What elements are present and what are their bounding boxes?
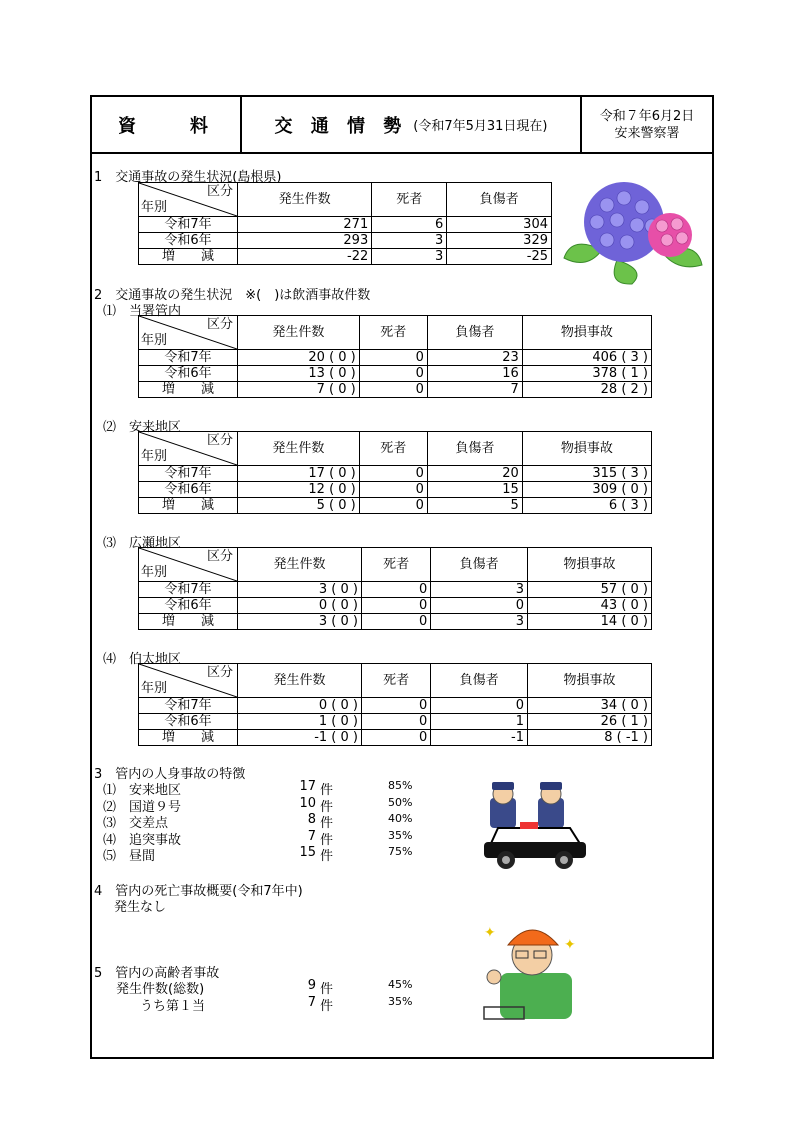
table-cell: 28 ( 2 ) bbox=[522, 382, 651, 398]
table-cell: 309 ( 0 ) bbox=[522, 482, 651, 498]
table-cell: 293 bbox=[238, 233, 372, 249]
hydrangea-illustration bbox=[562, 180, 704, 286]
item-percent: 35% bbox=[388, 994, 413, 1008]
fatal-accident-summary: 発生なし bbox=[114, 900, 167, 915]
corner-label-year: 年別 bbox=[141, 449, 168, 464]
column-header: 負傷者 bbox=[431, 548, 528, 582]
hakuta-accident-table bbox=[138, 663, 652, 746]
column-header: 負傷者 bbox=[427, 432, 522, 466]
table-cell: 12 ( 0 ) bbox=[238, 482, 360, 498]
item-label: ⑷ 追突事故 bbox=[103, 832, 182, 848]
item-percent: 75% bbox=[388, 845, 413, 858]
item-label: ⑶ 交差点 bbox=[103, 816, 169, 831]
header-row bbox=[92, 97, 712, 154]
corner-label-year: 年別 bbox=[141, 565, 168, 580]
section1-title: 1 交通事故の発生状況(島根県) bbox=[94, 170, 282, 185]
table-cell: 304 bbox=[447, 217, 552, 233]
corner-header-cell bbox=[139, 183, 238, 217]
item-unit: 件 bbox=[320, 982, 334, 997]
table-cell: -1 ( 0 ) bbox=[238, 730, 362, 746]
column-header: 負傷者 bbox=[447, 183, 552, 217]
table-cell: 57 ( 0 ) bbox=[528, 582, 652, 598]
table-cell: 1 bbox=[431, 714, 528, 730]
column-header: 死者 bbox=[361, 664, 430, 698]
table-cell: 3 ( 0 ) bbox=[238, 582, 362, 598]
subsection-title: ⑴ 当署管内 bbox=[103, 304, 182, 319]
table-row bbox=[139, 482, 652, 498]
table-cell: -1 bbox=[431, 730, 528, 746]
column-header: 発生件数 bbox=[238, 316, 360, 350]
item-label: ⑵ 国道９号 bbox=[103, 799, 182, 815]
row-label: 令和7年 bbox=[139, 582, 238, 598]
item-percent: 50% bbox=[388, 795, 413, 809]
table-cell: 34 ( 0 ) bbox=[528, 698, 652, 714]
item-count: 15 bbox=[299, 845, 316, 860]
row-label: 増 減 bbox=[139, 498, 238, 514]
item-count: 17 bbox=[299, 779, 316, 794]
row-label: 令和6年 bbox=[139, 233, 238, 249]
table-cell: 23 bbox=[427, 350, 522, 366]
subsection-title: ⑷ 伯太地区 bbox=[103, 652, 182, 667]
table-cell: -25 bbox=[447, 249, 552, 265]
subsection-title: ⑶ 広瀬地区 bbox=[103, 536, 182, 551]
item-count: 8 bbox=[307, 812, 316, 827]
item-unit: 件 bbox=[320, 816, 334, 831]
table-row bbox=[139, 350, 652, 366]
corner-label-category: 区分 bbox=[206, 184, 233, 199]
item-percent: 45% bbox=[388, 978, 413, 991]
row-label: 令和7年 bbox=[139, 350, 238, 366]
table-cell: 0 bbox=[361, 714, 430, 730]
table-row bbox=[139, 249, 552, 265]
item-unit: 件 bbox=[320, 799, 334, 815]
table-cell: 378 ( 1 ) bbox=[522, 366, 651, 382]
row-label: 増 減 bbox=[139, 730, 238, 746]
corner-label-category: 区分 bbox=[206, 317, 233, 332]
item-label: 発生件数(総数) bbox=[116, 982, 205, 997]
table-cell: 0 bbox=[361, 614, 430, 630]
item-count: 7 bbox=[307, 994, 316, 1010]
issue-date: 令和７年6月2日 bbox=[599, 108, 695, 124]
subsection-title: ⑵ 安来地区 bbox=[103, 420, 182, 435]
corner-header-cell bbox=[139, 664, 238, 698]
item-unit: 件 bbox=[320, 832, 334, 848]
table-cell: 0 bbox=[359, 366, 427, 382]
section3-title: 3 管内の人身事故の特徴 bbox=[94, 767, 246, 782]
table-cell: 0 ( 0 ) bbox=[238, 698, 362, 714]
column-header: 物損事故 bbox=[528, 548, 652, 582]
column-header: 発生件数 bbox=[238, 432, 360, 466]
section4-title: 4 管内の死亡事故概要(令和7年中) bbox=[94, 884, 303, 899]
column-header: 発生件数 bbox=[238, 548, 362, 582]
table-row bbox=[139, 382, 652, 398]
table-cell: 0 bbox=[359, 498, 427, 514]
item-percent: 85% bbox=[388, 779, 413, 792]
table-cell: 8 ( -1 ) bbox=[528, 730, 652, 746]
item-percent: 35% bbox=[388, 828, 413, 842]
table-row bbox=[139, 233, 552, 249]
table-cell: 14 ( 0 ) bbox=[528, 614, 652, 630]
item-label: うち第１当 bbox=[140, 998, 206, 1014]
row-label: 令和6年 bbox=[139, 598, 238, 614]
column-header: 死者 bbox=[372, 183, 447, 217]
table-cell: 0 bbox=[361, 598, 430, 614]
table-cell: 20 ( 0 ) bbox=[238, 350, 360, 366]
corner-label-category: 区分 bbox=[206, 665, 233, 680]
table-cell: 3 bbox=[372, 233, 447, 249]
corner-label-category: 区分 bbox=[206, 549, 233, 564]
table-cell: 20 bbox=[427, 466, 522, 482]
corner-header-cell bbox=[139, 548, 238, 582]
section2-title: 2 交通事故の発生状況 ※( )は飲酒事故件数 bbox=[94, 288, 371, 303]
item-label: ⑸ 昼間 bbox=[103, 849, 156, 864]
column-header: 発生件数 bbox=[238, 664, 362, 698]
corner-label-category: 区分 bbox=[206, 433, 233, 448]
table-row bbox=[139, 366, 652, 382]
police-car-illustration bbox=[480, 780, 590, 872]
table-row bbox=[139, 598, 652, 614]
table-cell: 0 bbox=[361, 582, 430, 598]
yasugi-accident-table bbox=[138, 431, 652, 514]
column-header: 死者 bbox=[361, 548, 430, 582]
column-header: 物損事故 bbox=[522, 432, 651, 466]
jurisdiction-accident-table bbox=[138, 315, 652, 398]
section5-title: 5 管内の高齢者事故 bbox=[94, 966, 220, 981]
row-label: 令和6年 bbox=[139, 366, 238, 382]
column-header: 死者 bbox=[359, 432, 427, 466]
issuer-name: 安来警察署 bbox=[614, 125, 680, 141]
table-cell: 15 bbox=[427, 482, 522, 498]
table-cell: 5 bbox=[427, 498, 522, 514]
table-cell: 7 ( 0 ) bbox=[238, 382, 360, 398]
row-label: 増 減 bbox=[139, 249, 238, 265]
table-cell: 3 bbox=[431, 582, 528, 598]
table-row bbox=[139, 582, 652, 598]
table-cell: 43 ( 0 ) bbox=[528, 598, 652, 614]
table-cell: 17 ( 0 ) bbox=[238, 466, 360, 482]
row-label: 令和7年 bbox=[139, 698, 238, 714]
column-header: 物損事故 bbox=[528, 664, 652, 698]
corner-header-cell bbox=[139, 432, 238, 466]
hirose-accident-table bbox=[138, 547, 652, 630]
doc-type-title: 資 料 bbox=[92, 97, 242, 152]
corner-label-year: 年別 bbox=[141, 200, 168, 215]
table-row bbox=[139, 614, 652, 630]
table-cell: 0 ( 0 ) bbox=[238, 598, 362, 614]
table-cell: 3 ( 0 ) bbox=[238, 614, 362, 630]
elderly-cyclist-illustration bbox=[482, 915, 580, 1021]
table-cell: 0 bbox=[359, 382, 427, 398]
item-count: 9 bbox=[307, 978, 316, 993]
row-label: 令和7年 bbox=[139, 466, 238, 482]
table-cell: 315 ( 3 ) bbox=[522, 466, 651, 482]
table-cell: 406 ( 3 ) bbox=[522, 350, 651, 366]
row-label: 増 減 bbox=[139, 382, 238, 398]
subject-cell bbox=[242, 97, 582, 152]
column-header: 負傷者 bbox=[427, 316, 522, 350]
row-label: 増 減 bbox=[139, 614, 238, 630]
item-count: 10 bbox=[299, 795, 316, 811]
svg-text:✦: ✦ bbox=[564, 937, 576, 953]
table-cell: 13 ( 0 ) bbox=[238, 366, 360, 382]
issuer-cell bbox=[582, 97, 712, 152]
subject-title: 交 通 情 勢 bbox=[274, 115, 408, 137]
column-header: 物損事故 bbox=[522, 316, 651, 350]
table-row bbox=[139, 698, 652, 714]
table-cell: -22 bbox=[238, 249, 372, 265]
table-cell: 7 bbox=[427, 382, 522, 398]
table-cell: 0 bbox=[361, 698, 430, 714]
column-header: 負傷者 bbox=[431, 664, 528, 698]
table-cell: 6 ( 3 ) bbox=[522, 498, 651, 514]
table-row bbox=[139, 498, 652, 514]
table-cell: 0 bbox=[359, 482, 427, 498]
table-cell: 26 ( 1 ) bbox=[528, 714, 652, 730]
table-cell: 0 bbox=[359, 350, 427, 366]
table-cell: 0 bbox=[359, 466, 427, 482]
item-count: 7 bbox=[307, 828, 316, 844]
item-unit: 件 bbox=[320, 998, 334, 1014]
table-cell: 0 bbox=[431, 598, 528, 614]
prefecture-accident-table bbox=[138, 182, 552, 265]
table-cell: 1 ( 0 ) bbox=[238, 714, 362, 730]
item-percent: 40% bbox=[388, 812, 413, 825]
table-row bbox=[139, 466, 652, 482]
column-header: 死者 bbox=[359, 316, 427, 350]
item-unit: 件 bbox=[320, 849, 334, 864]
corner-header-cell bbox=[139, 316, 238, 350]
table-cell: 271 bbox=[238, 217, 372, 233]
table-cell: 16 bbox=[427, 366, 522, 382]
row-label: 令和6年 bbox=[139, 482, 238, 498]
item-unit: 件 bbox=[320, 783, 334, 798]
table-cell: 3 bbox=[431, 614, 528, 630]
as-of-date: (令和7年5月31日現在) bbox=[413, 119, 548, 134]
corner-label-year: 年別 bbox=[141, 681, 168, 696]
svg-text:✦: ✦ bbox=[484, 925, 496, 941]
item-label: ⑴ 安来地区 bbox=[103, 783, 182, 798]
table-cell: 3 bbox=[372, 249, 447, 265]
corner-label-year: 年別 bbox=[141, 333, 168, 348]
table-row bbox=[139, 714, 652, 730]
table-row bbox=[139, 217, 552, 233]
row-label: 令和7年 bbox=[139, 217, 238, 233]
table-cell: 5 ( 0 ) bbox=[238, 498, 360, 514]
table-cell: 329 bbox=[447, 233, 552, 249]
table-cell: 0 bbox=[361, 730, 430, 746]
table-cell: 6 bbox=[372, 217, 447, 233]
column-header: 発生件数 bbox=[238, 183, 372, 217]
table-row bbox=[139, 730, 652, 746]
table-cell: 0 bbox=[431, 698, 528, 714]
row-label: 令和6年 bbox=[139, 714, 238, 730]
